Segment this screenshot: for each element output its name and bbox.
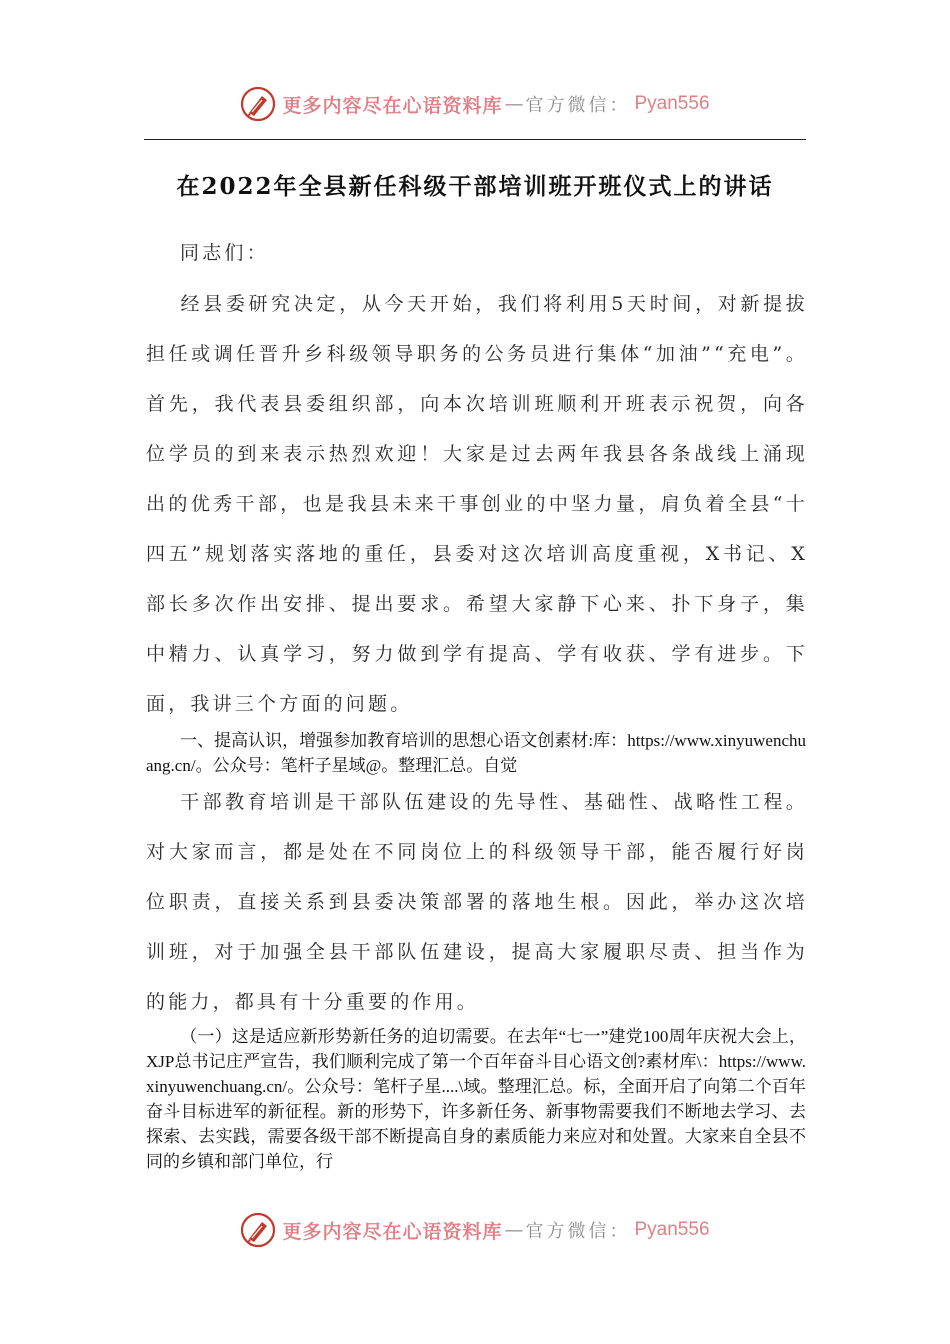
section-1-heading <box>146 728 806 778</box>
header-dash: — <box>504 93 524 115</box>
section-1-heading-text: 一、提高认识，增强参加教育培训的思想心语文创素材:库：https://www.xinyuwenchuang.cn/。公众号：笔杆子星域@。整理汇总。自觉 <box>146 731 806 775</box>
footer-watermark <box>0 1210 950 1250</box>
section-1-text: 干部教育培训是干部队伍建设的先导性、基础性、战略性工程。对大家而言，都是处在不同岗位上的科级领导干部，能否履行好岗位职责，直接关系到县委决策部署的落地生根。因此，举办这次培训班，对于加强全县干部队伍建设，提高大家履职尽责、担当作为的能力，都具有十分重要的作用。 <box>146 791 808 1013</box>
subsection-1-text: （一）这是适应新形势新任务的迫切需要。在去年“七一”建党100周年庆祝大会上，XJP总书记庄严宣告，我们顺利完成了第一个百年奋斗目心语文创?素材库\：https://www.xinyuwenchuang.cn/。公众号：笔杆子星....\域。整理汇总。标，全面开启了向第二个百年奋斗目标进军的新征程。新的形势下，许多新任务、新事物需要我们不断地去学习、去探索、去实践，需要各级干部不断提高自身的素质能力来应对和处置。大家来自全县不同的乡镇和部门单位，行 <box>146 1027 806 1171</box>
pen-nib-logo-icon <box>240 86 276 122</box>
greeting-paragraph <box>146 228 808 278</box>
footer-slogan: 更多内容尽在心语资料库 <box>282 1220 503 1243</box>
header-slogan: 更多内容尽在心语资料库 <box>282 94 503 117</box>
header-watermark <box>0 84 950 124</box>
footer-dash: — <box>504 1219 524 1241</box>
subsection-1-paragraph <box>146 1024 806 1174</box>
footer-official-label: 官方微信： <box>525 1221 631 1242</box>
header-official-label: 官方微信： <box>525 95 631 116</box>
header-divider <box>144 139 806 140</box>
greeting-text: 同志们： <box>180 242 269 264</box>
pen-nib-logo-icon <box>240 1212 276 1248</box>
footer-wechat-id: Pyan556 <box>634 1219 710 1240</box>
header-wechat-id: Pyan556 <box>634 93 710 114</box>
intro-paragraph <box>146 279 808 729</box>
section-1-paragraph <box>146 777 808 1027</box>
document-title: 在2022年全县新任科级干部培训班开班仪式上的讲话 <box>176 173 774 200</box>
intro-text: 经县委研究决定，从今天开始，我们将利用5天时间，对新提拔担任或调任晋升乡科级领导职务的公务员进行集体“加油”“充电”。首先，我代表县委组织部，向本次培训班顺利开班表示祝贺，向各位学员的到来表示热烈欢迎！大家是过去两年我县各条战线上涌现出的优秀干部，也是我县未来干事创业的中坚力量，肩负着全县“十四五”规划落实落地的重任，县委对这次培训高度重视，X书记、X部长多次作出安排、提出要求。希望大家静下心来、扑下身子，集中精力、认真学习，努力做到学有提高、学有收获、学有进步。下面，我讲三个方面的问题。 <box>146 293 808 715</box>
